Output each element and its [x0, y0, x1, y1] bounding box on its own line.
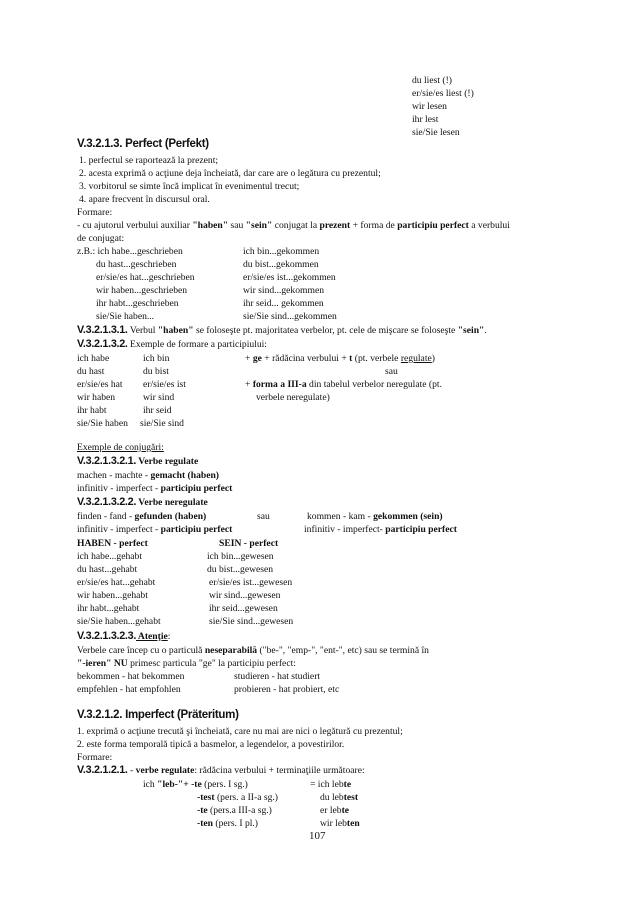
- text: "sein": [457, 325, 485, 336]
- ending-row: [197, 818, 258, 829]
- pronoun-cell: er/sie/es hat: [77, 379, 123, 390]
- example-line: [77, 524, 232, 535]
- text: gemacht (haben): [150, 470, 219, 481]
- example-line: [304, 524, 457, 535]
- text: "sein": [245, 220, 273, 231]
- text: se foloseşte pt. majoritatea verbelor, pt. cele de mişcare se foloseşte: [193, 325, 458, 336]
- example-right: ihr seid... gekommen: [243, 298, 324, 309]
- list-item: 2. este forma temporală tipică a basmelor, a legendelor, a povestirilor.: [77, 739, 345, 750]
- example-left: ihr habt...geschrieben: [96, 298, 179, 309]
- conj-examples-title: Exemple de conjugări:: [77, 442, 164, 453]
- text: "haben": [192, 220, 229, 231]
- example-right: er/sie/es ist...gekommen: [243, 272, 336, 283]
- ending-row: [197, 792, 278, 803]
- rule-line: [77, 220, 510, 231]
- section-number: V.3.2.1.2.1.: [77, 764, 128, 776]
- haben-row: ich habe...gehabt: [77, 551, 142, 562]
- text: participiu perfect: [385, 524, 457, 535]
- imperfect-rule: [77, 765, 365, 776]
- sein-row: sie/Sie sind...gewesen: [209, 616, 294, 627]
- list-item: 1. exprimă o acţiune trecută şi încheiată, care nu mai are nici o legătură cu prezentul;: [77, 726, 403, 737]
- example-right: studieren - hat studiert: [234, 671, 321, 682]
- ending-row: [143, 779, 248, 790]
- text: regulate: [400, 353, 432, 364]
- section-number: V.3.2.1.3.1.: [77, 324, 128, 336]
- section-number: V.3.2.1.3.2.3.: [77, 630, 137, 642]
- subsection-3-1: [77, 325, 487, 336]
- pronoun-cell: sie/Sie haben: [77, 418, 128, 429]
- text: -ten: [197, 818, 213, 829]
- text: finden - fand -: [77, 511, 135, 522]
- sein-heading: SEIN - perfect: [219, 538, 279, 549]
- text: = ich leb: [310, 779, 344, 790]
- text: -test: [197, 792, 215, 803]
- text: (pt. verbele: [352, 353, 401, 364]
- text: (pers. I sg.): [201, 779, 248, 790]
- section-number: V.3.2.1.3.2.: [77, 338, 128, 350]
- example-left: er/sie/es hat...geschrieben: [96, 272, 195, 283]
- ending-result: [310, 779, 351, 790]
- text: du leb: [320, 792, 344, 803]
- example-right: wir sind...gekommen: [243, 285, 325, 296]
- rule-line: sau: [385, 366, 398, 377]
- text: :: [167, 631, 171, 642]
- text: gekommen (sein): [373, 511, 443, 522]
- pronoun-cell: du hast: [77, 366, 105, 377]
- pronoun-cell: sie/Sie sind: [140, 418, 184, 429]
- haben-row: du hast...gehabt: [77, 564, 138, 575]
- rule-line: [245, 353, 435, 364]
- text: +: [245, 379, 253, 390]
- text: participiu perfect: [160, 524, 233, 535]
- text: ge: [252, 353, 262, 364]
- text: -: [127, 765, 136, 776]
- note-line: [77, 658, 296, 669]
- example-right: ich bin...gekommen: [243, 246, 320, 257]
- text: Verbe neregulate: [136, 497, 208, 508]
- text: "leb-"+ -te: [157, 779, 202, 790]
- rule-line: [245, 379, 442, 390]
- rule-line: de conjugat:: [77, 233, 125, 244]
- text: te: [341, 805, 350, 816]
- sein-row: er/sie/es ist...gewesen: [209, 577, 293, 588]
- text: primesc particula "ge" la participiu perfect:: [127, 658, 296, 669]
- text: -te: [197, 805, 208, 816]
- sein-row: ich bin...gewesen: [207, 551, 274, 562]
- example-right: probieren - hat probiert, etc: [234, 684, 340, 695]
- ending-result: [320, 818, 360, 829]
- text: sau: [228, 220, 246, 231]
- list-item: 1. perfectul se raportează la prezent;: [79, 155, 219, 166]
- text: infinitiv - imperfect -: [77, 483, 161, 494]
- text: ten: [346, 818, 360, 829]
- text: (pers. I pl.): [212, 818, 259, 829]
- text: Exemple de formare a participiului:: [127, 339, 267, 350]
- formare-label: Formare:: [77, 752, 113, 763]
- formare-label: Formare:: [77, 207, 113, 218]
- example-line: [77, 483, 232, 494]
- pronoun-cell: wir haben: [77, 392, 116, 403]
- page-number: 107: [309, 830, 326, 842]
- ending-row: [197, 805, 272, 816]
- pronoun-cell: ihr habt: [77, 405, 107, 416]
- text: .: [484, 325, 487, 336]
- example-left: wir haben...geschrieben: [96, 285, 188, 296]
- list-item: 2. acesta exprimă o acţiune deja încheiată, dar care are o legătura cu prezentul;: [79, 168, 381, 179]
- text: prezent: [319, 220, 351, 231]
- pronoun-cell: du bist: [143, 366, 169, 377]
- text: infinitiv - imperfect-: [304, 524, 386, 535]
- section-number: V.3.2.1.3.2.2.: [77, 496, 137, 508]
- section-number: V.3.2.1.3.2.1.: [77, 455, 137, 467]
- subsection-2-3: [77, 631, 170, 642]
- ending-result: [320, 805, 349, 816]
- subsection-3-2: [77, 339, 267, 350]
- text: neseparabilă: [204, 645, 258, 656]
- example-left: bekommen - hat bekommen: [77, 671, 185, 682]
- example-line: [307, 511, 443, 522]
- ending-result: [320, 792, 358, 803]
- text: +: [245, 353, 253, 364]
- text: "-ieren" NU: [77, 658, 128, 669]
- pronoun-cell: er/sie/es ist: [143, 379, 186, 390]
- subsection-2-1: [77, 456, 198, 467]
- text: conjugat la: [272, 220, 320, 231]
- example-right: sie/Sie sind...gekommen: [243, 311, 337, 322]
- text: infinitiv - imperfect -: [77, 524, 161, 535]
- example-right: du bist...gekommen: [243, 259, 319, 270]
- conj-line: sie/Sie lesen: [412, 127, 460, 138]
- text: kommen - kam -: [307, 511, 374, 522]
- text: t: [349, 353, 353, 364]
- text: Verbul: [127, 325, 158, 336]
- haben-row: sie/Sie haben...gehabt: [77, 616, 161, 627]
- text: - cu ajutorul verbului auxiliar: [77, 220, 193, 231]
- sein-row: du bist...gewesen: [207, 564, 274, 575]
- haben-row: wir haben...gehabt: [77, 590, 148, 601]
- example-line: sau: [257, 511, 270, 522]
- conj-line: ihr lest: [412, 114, 439, 125]
- text: test: [343, 792, 359, 803]
- list-item: 4. apare frecvent în discursul oral.: [79, 194, 210, 205]
- text: ich: [143, 779, 158, 790]
- pronoun-cell: wir sind: [143, 392, 175, 403]
- example-left: sie/Sie haben...: [96, 311, 155, 322]
- rule-line: verbele neregulate): [256, 392, 330, 403]
- text: forma a III-a: [252, 379, 307, 390]
- haben-heading: HABEN - perfect: [77, 538, 148, 549]
- pronoun-cell: ich bin: [143, 353, 170, 364]
- pronoun-cell: ich habe: [77, 353, 110, 364]
- text: + rădăcina verbului +: [261, 353, 350, 364]
- text: ): [431, 353, 435, 364]
- subsection-2-2: [77, 497, 208, 508]
- text: (pers.a III-a sg.): [207, 805, 272, 816]
- text: Verbele care încep cu o particulă: [77, 645, 205, 656]
- text: participiu perfect: [397, 220, 469, 231]
- conj-line: wir lesen: [412, 101, 447, 112]
- example-left: z.B.: ich habe...geschrieben: [77, 246, 183, 257]
- text: te: [343, 779, 352, 790]
- text: ("be-", "emp-", "ent-", etc) sau se termină în: [257, 645, 429, 656]
- section-heading-imperfect: V.3.2.1.2. Imperfect (Präteritum): [77, 709, 239, 721]
- text: (pers. a II-a sg.): [214, 792, 278, 803]
- text: gefunden (haben): [134, 511, 207, 522]
- example-left: du hast...geschrieben: [96, 259, 177, 270]
- text: din tabelul verbelor neregulate (pt.: [306, 379, 442, 390]
- text: + forma de: [350, 220, 398, 231]
- pronoun-cell: ihr seid: [143, 405, 172, 416]
- conj-line: er/sie/es liest (!): [412, 88, 474, 99]
- conj-line: du liest (!): [412, 75, 452, 86]
- text: Atenţie: [136, 631, 168, 642]
- example-line: [77, 511, 206, 522]
- section-heading-perfect: V.3.2.1.3. Perfect (Perfekt): [77, 138, 209, 150]
- text: er leb: [320, 805, 342, 816]
- text: Verbe regulate: [136, 456, 199, 467]
- text: a verbului: [468, 220, 510, 231]
- text: verbe regulate: [135, 765, 195, 776]
- text: machen - machte -: [77, 470, 151, 481]
- sein-row: wir sind...gewesen: [209, 590, 281, 601]
- text: wir leb: [320, 818, 347, 829]
- note-line: [77, 645, 429, 656]
- text: "haben": [157, 325, 194, 336]
- haben-row: ihr habt...gehabt: [77, 603, 140, 614]
- example-line: [77, 470, 219, 481]
- text: : rădăcina verbului + terminaţiile următoare:: [194, 765, 365, 776]
- text: participiu perfect: [160, 483, 233, 494]
- haben-row: er/sie/es hat...gehabt: [77, 577, 156, 588]
- list-item: 3. vorbitorul se simte încă implicat în evenimentul trecut;: [79, 181, 300, 192]
- example-left: empfehlen - hat empfohlen: [77, 684, 181, 695]
- sein-row: ihr seid...gewesen: [209, 603, 278, 614]
